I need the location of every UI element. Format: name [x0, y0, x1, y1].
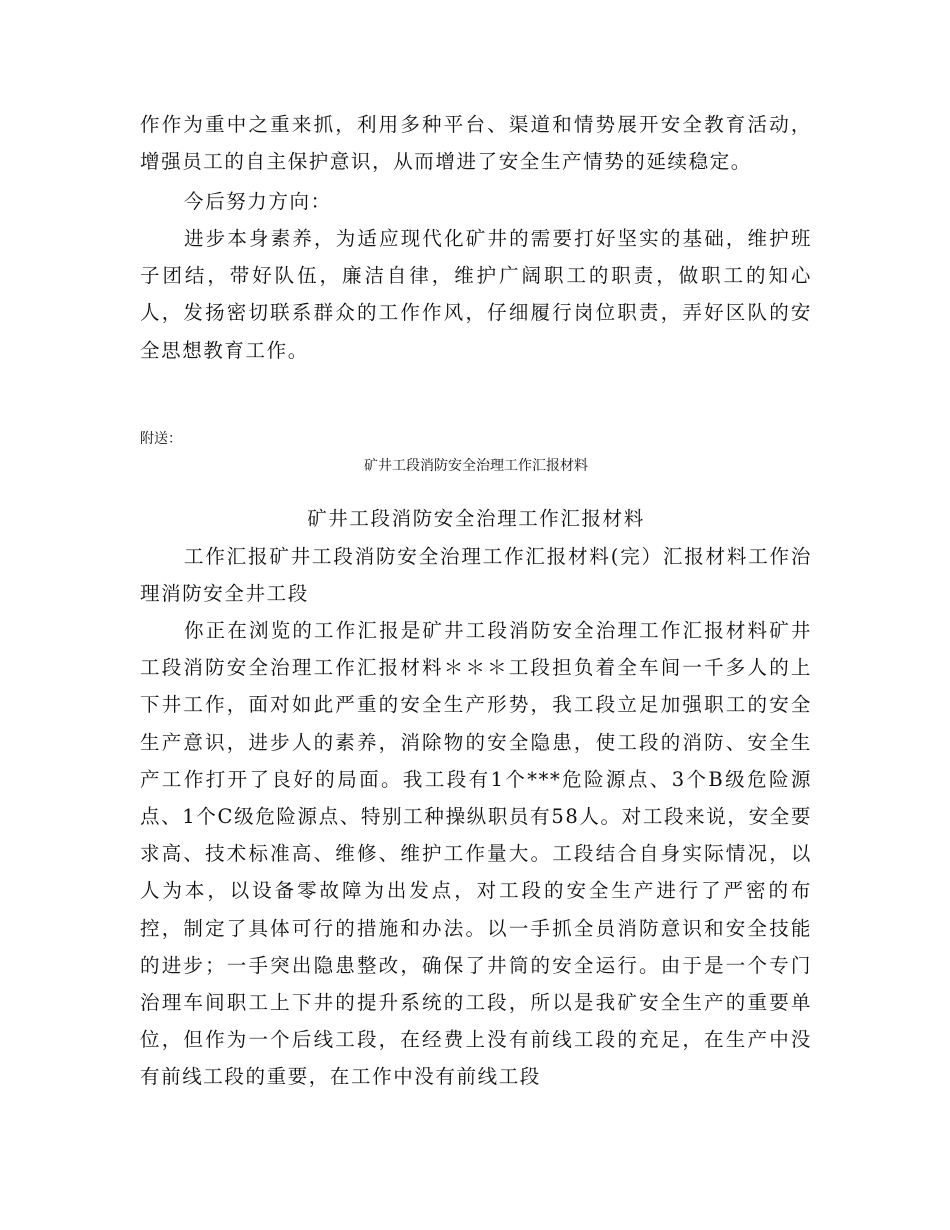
appendix-label: 附送：	[140, 431, 182, 447]
paragraph-main: 你正在浏览的工作汇报是矿井工段消防安全治理工作汇报材料矿井工段消防安全治理工作汇报材料＊＊＊工段担负着全车间一千多人的上下井工作，面对如此严重的安全生产形势，我工段立足加强职工的安全生产意识，进步人的素养，消除物的安全隐患，使工段的消防、安全生产工作打开了良好的局面。我工段有1个***危险源点、3个B级危险源点、1个C级危险源点、特别工种操纵职员有58人。对工段来说，安全要求高、技术标准高、维修、维护工作量大。工段结合自身实际情况，以人为本，以设备零故障为出发点，对工段的安全生产进行了严密的布控，制定了具体可行的措施和办法。以一手抓全员消防意识和安全技能的进步；一手突出隐患整改，确保了井筒的安全运行。由于是一个专门治理车间职工上下井的提升系统的工段，所以是我矿安全生产的重要单位，但作为一个后线工段，在经费上没有前线工段的充足，在生产中没有前线工段的重要，在工作中没有前线工段	[140, 619, 812, 1089]
document-title: 矿井工段消防安全治理工作汇报材料	[307, 507, 645, 530]
paragraph-keywords: 工作汇报矿井工段消防安全治理工作汇报材料(完）汇报材料工作治理消防安全井工段	[140, 545, 812, 606]
paragraph-continuation: 作作为重中之重来抓，利用多种平台、渠道和情势展开安全教育活动，增强员工的自主保护意识，从而增进了安全生产情势的延续稳定。	[140, 113, 812, 174]
paragraph-direction: 进步本身素养，为适应现代化矿井的需要打好坚实的基础，维护班子团结，带好队伍，廉洁自律，维护广阔职工的职责，做职工的知心人，发扬密切联系群众的工作作风，仔细履行岗位职责，弄好区队的安全思想教育工作。	[140, 227, 812, 362]
direction-heading: 今后努力方向：	[184, 190, 332, 213]
appendix-title-small: 矿井工段消防安全治理工作汇报材料	[364, 458, 588, 474]
